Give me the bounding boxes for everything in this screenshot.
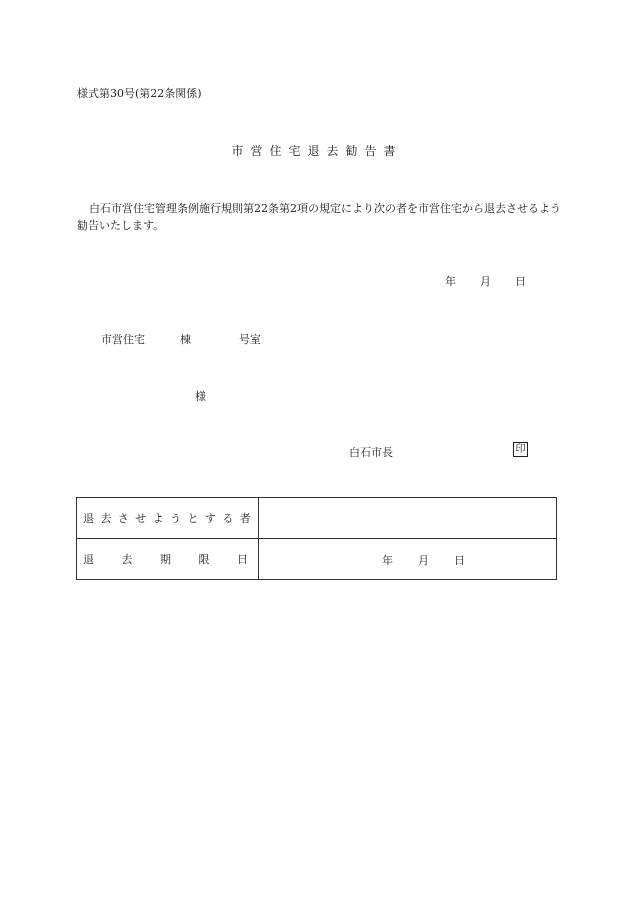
month-label: 月 [480, 275, 491, 288]
form-number: 様式第30号(第22条関係) [77, 87, 202, 100]
deadline-label-char: 去 [121, 553, 133, 566]
deadline-value-cell[interactable] [259, 539, 557, 580]
year-label: 年 [445, 275, 456, 288]
table-row [77, 539, 557, 580]
deadline-date [382, 552, 465, 568]
room-label: 号室 [239, 333, 261, 346]
addressee-honorific: 様 [195, 390, 206, 403]
housing-line [101, 331, 261, 347]
building-label: 棟 [180, 333, 191, 346]
deadline-label-char: 限 [198, 553, 210, 566]
issue-date [445, 273, 526, 289]
table-row [77, 498, 557, 539]
evictee-label: 退去させようとする者 [83, 512, 257, 525]
body-text: 白石市営住宅管理条例施行規則第22条第2項の規定により次の者を市営住宅から退去させるよう勧告いたします。 [77, 202, 561, 232]
table-label-cell [77, 539, 259, 580]
document-title: 市営住宅退去勧告書 [231, 144, 403, 158]
day-label: 日 [515, 275, 526, 288]
month-label: 月 [418, 554, 429, 567]
issuer-title: 白石市長 [349, 446, 393, 459]
table-label-cell [77, 498, 259, 539]
deadline-label-char: 期 [160, 553, 171, 566]
info-table [76, 497, 557, 580]
deadline-label [83, 551, 258, 567]
deadline-label-char: 日 [237, 553, 248, 566]
deadline-label-char: 退 [83, 553, 94, 566]
evictee-value-cell[interactable] [259, 498, 557, 539]
day-label: 日 [454, 554, 465, 567]
seal-mark: 印 [513, 442, 528, 457]
year-label: 年 [382, 554, 393, 567]
housing-label: 市営住宅 [101, 333, 145, 346]
